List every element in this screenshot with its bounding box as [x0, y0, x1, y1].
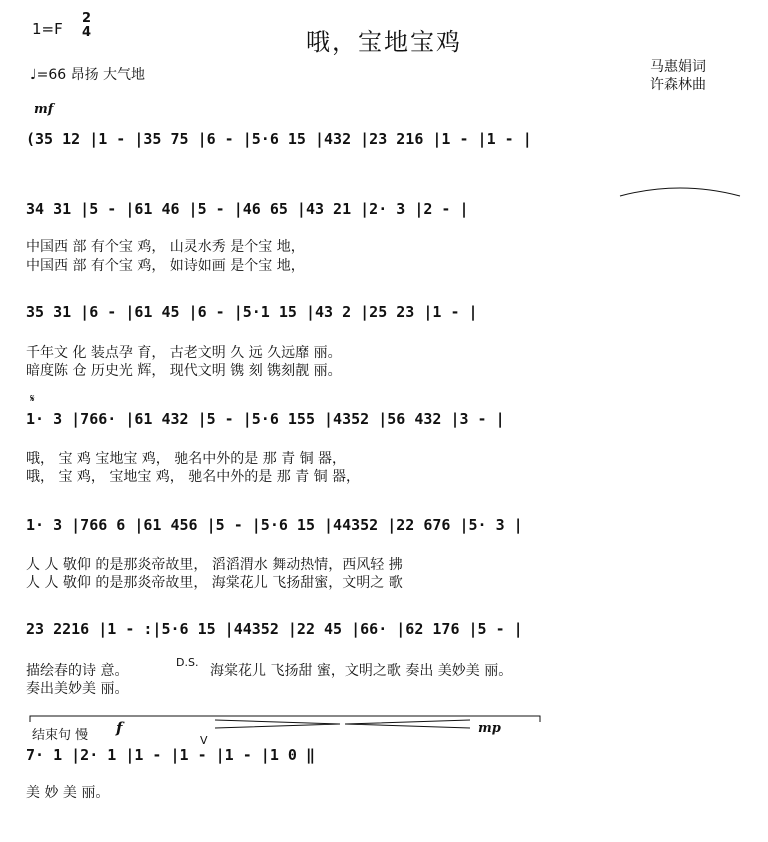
- lyric-row-3-verse-1: 千年文 化 装点孕 育， 古老文明 久 远 久远靡 丽。: [26, 345, 342, 361]
- notation-row-6: 23 2216 |1 - :|5·6 15 |44352 |22 45 |66· |62 176 |5 - |: [26, 620, 523, 638]
- composer-credit: 许森林曲: [650, 77, 706, 93]
- dynamic-mp: mp: [478, 721, 501, 736]
- lyricist-credit: 马惠娟词: [650, 59, 706, 75]
- lyric-row-6-ds: 海棠花儿 飞扬甜 蜜，文明之歌 奏出 美妙美 丽。: [210, 663, 513, 679]
- lyric-row-5-verse-1: 人 人 敬仰 的是那炎帝故里， 滔滔渭水 舞动热情，西风轻 拂: [26, 557, 403, 573]
- tie-arc-row-2: [620, 188, 740, 196]
- tempo-marking: ♩=66 昂扬 大气地: [30, 67, 146, 83]
- lyric-row-3-verse-2: 暗度陈 仓 历史光 辉， 现代文明 镌 刻 镌刻靓 丽。: [26, 363, 342, 379]
- segno-sign: 𝄋: [30, 392, 35, 405]
- lyric-row-4-verse-1: 哦， 宝 鸡 宝地宝 鸡， 驰名中外的是 那 青 铜 器，: [26, 451, 347, 467]
- lyric-row-7: 美 妙 美 丽。: [26, 785, 110, 801]
- time-top: 2: [82, 11, 92, 26]
- ds-mark: D.S.: [176, 656, 199, 669]
- notation-row-3: 35 31 |6 - |61 45 |6 - |5·1 15 |43 2 |25 23 |1 - |: [26, 303, 478, 321]
- notation-row-5: 1· 3 |766 6 |61 456 |5 - |5·6 15 |44352 |22 676 |5· 3 |: [26, 516, 523, 534]
- lyric-row-6-verse-2: 奏出美妙美 丽。: [26, 681, 129, 697]
- ending-bracket: [30, 716, 540, 722]
- lyric-row-4-verse-2: 哦， 宝 鸡， 宝地宝 鸡， 驰名中外的是 那 青 铜 器，: [26, 469, 361, 485]
- notation-row-1: (35 12 |1 - |35 75 |6 - |5·6 15 |432 |23 216 |1 - |1 - |: [26, 130, 532, 148]
- lyric-row-5-verse-2: 人 人 敬仰 的是那炎帝故里， 海棠花儿 飞扬甜蜜，文明之 歌: [26, 575, 403, 591]
- decrescendo-hairpin: [345, 720, 470, 728]
- breath-mark: V: [200, 734, 208, 747]
- notation-row-2: 34 31 |5 - |61 46 |5 - |46 65 |43 21 |2· 3 |2 - |: [26, 200, 469, 218]
- ending-label: 结束句 慢: [32, 728, 89, 743]
- dynamic-f: f: [116, 719, 123, 737]
- notation-row-4: 1· 3 |766· |61 432 |5 - |5·6 155 |4352 |56 432 |3 - |: [26, 410, 505, 428]
- dynamic-mf: mf: [34, 102, 54, 117]
- time-bottom: 4: [82, 25, 92, 40]
- crescendo-hairpin: [215, 720, 340, 728]
- lyric-row-2-verse-1: 中国西 部 有个宝 鸡， 山灵水秀 是个宝 地，: [26, 239, 305, 255]
- lyric-row-6-verse-1: 描绘春的诗 意。: [26, 663, 129, 679]
- page-title: 哦，宝地宝鸡: [306, 28, 462, 56]
- lyric-row-2-verse-2: 中国西 部 有个宝 鸡， 如诗如画 是个宝 地，: [26, 258, 305, 274]
- key-signature: 1=F: [32, 20, 63, 38]
- notation-row-7: 7· 1 |2· 1 |1 - |1 - |1 - |1 0 ‖: [26, 746, 315, 764]
